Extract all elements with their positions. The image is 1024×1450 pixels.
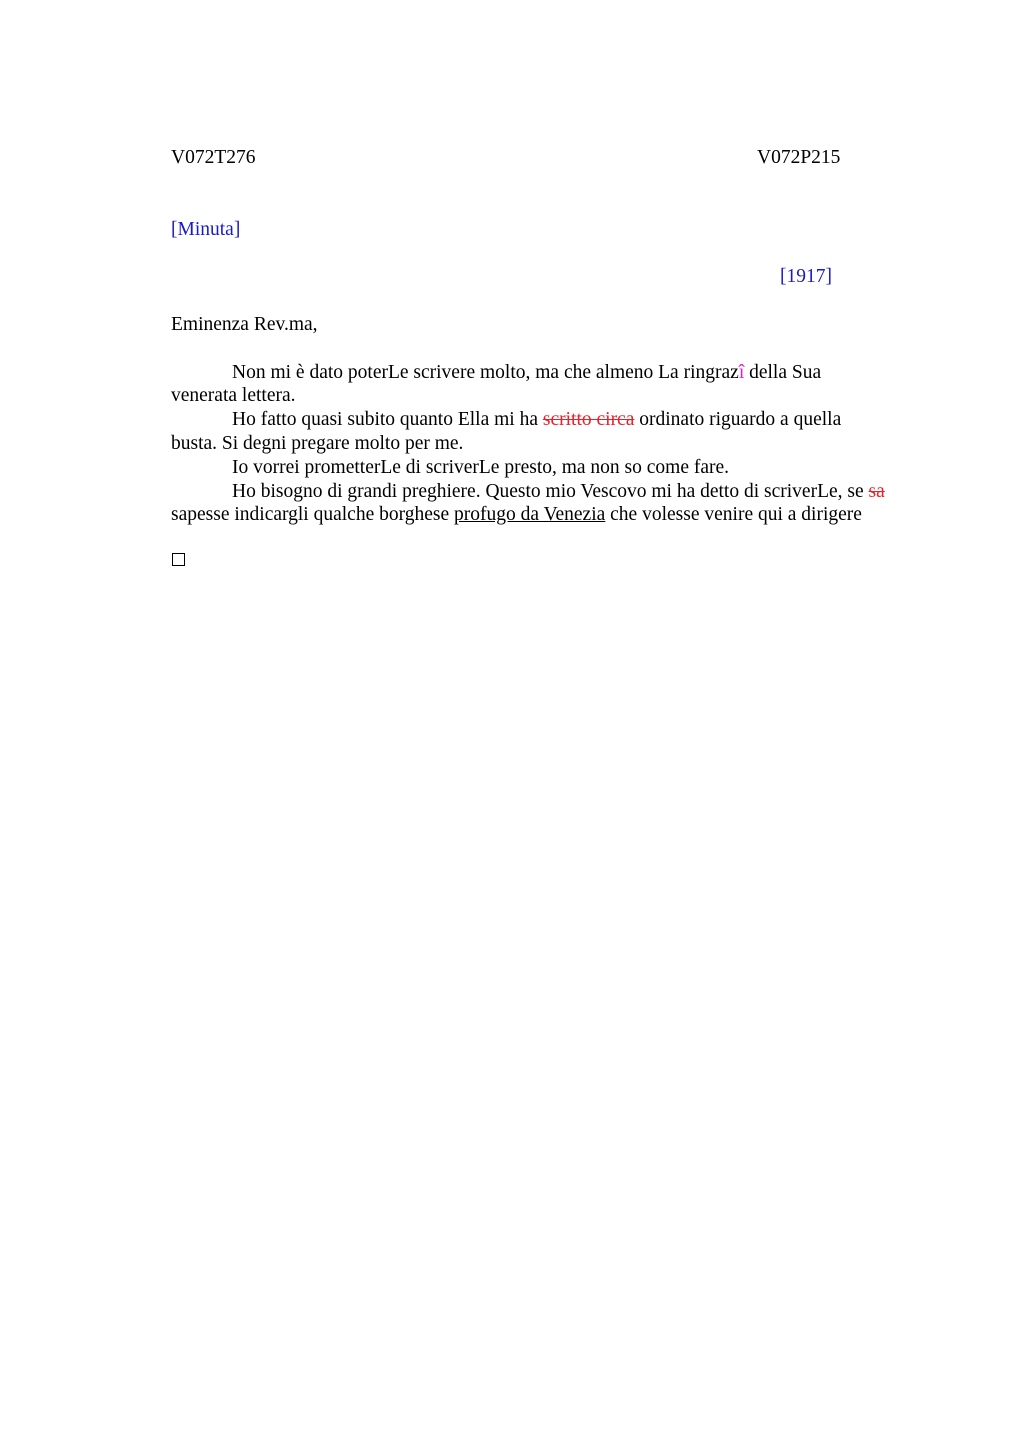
text-run: Ho bisogno di grandi preghiere. Questo mio Vescovo mi ha detto di scriverLe, se — [232, 481, 869, 502]
text-run: sapesse indicargli qualche borghese — [171, 504, 455, 525]
paragraph-3-line-1: Io vorrei prometterLe di scriverLe presto, ma non so come fare. — [232, 457, 730, 478]
empty-square-icon — [172, 553, 185, 566]
text-run: ordinato riguardo a quella — [634, 409, 842, 430]
minuta-label: [Minuta] — [171, 219, 241, 240]
deleted-text: scritto circa — [542, 409, 635, 430]
paragraph-2-line-2: busta. Si degni pregare molto per me. — [171, 433, 464, 454]
header-left-code: V072T276 — [171, 147, 256, 168]
text-run: della Sua — [744, 362, 822, 383]
paragraph-1-line-1 — [232, 361, 821, 385]
correction-mark: î — [738, 362, 745, 383]
header-right-code: V072P215 — [757, 147, 841, 168]
paragraph-4-line-1 — [232, 480, 885, 504]
text-run: che volesse venire qui a dirigere — [605, 504, 862, 525]
text-run: Ho fatto quasi subito quanto Ella mi ha — [232, 409, 543, 430]
paragraph-4-line-2 — [171, 503, 862, 527]
text-run: Non mi è dato poterLe scrivere molto, ma che almeno La ringraz — [232, 362, 739, 383]
paragraph-2-line-1 — [232, 408, 841, 432]
paragraph-1-line-2: venerata lettera. — [171, 385, 296, 406]
underlined-text: profugo da Venezia — [454, 504, 606, 525]
salutation: Eminenza Rev.ma, — [171, 314, 318, 335]
deleted-text: sa — [868, 481, 885, 502]
date-label: [1917] — [780, 266, 832, 287]
